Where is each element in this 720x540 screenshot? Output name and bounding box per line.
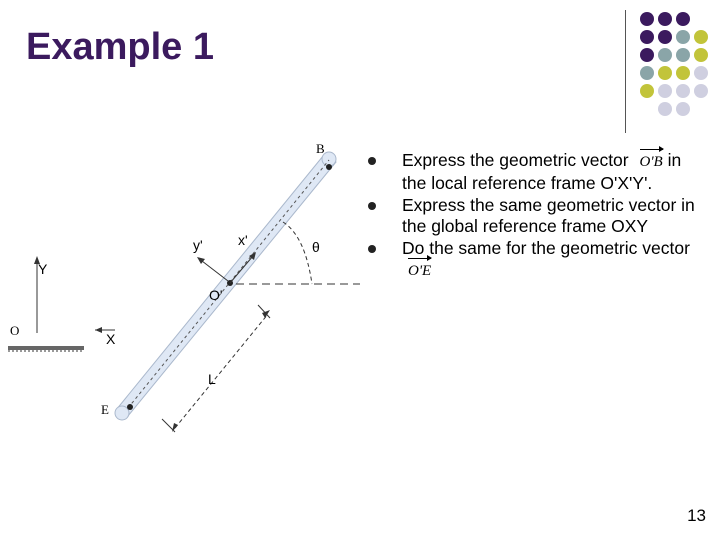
decor-dot: [676, 48, 690, 62]
bullet-text: Express the geometric vector: [402, 150, 629, 170]
vector-arrow-icon: [408, 258, 431, 259]
decor-dot: [694, 48, 708, 62]
page-number: 13: [687, 506, 706, 525]
decor-dot: [640, 12, 654, 26]
label-theta: θ: [312, 239, 320, 255]
vector-label: O'B: [639, 154, 663, 170]
bullet-text-continued: in the local reference frame O'X'Y'.: [402, 150, 682, 193]
label-o-global: O: [10, 323, 20, 338]
slide-title: Example 1: [26, 26, 214, 68]
decor-dot: [640, 48, 654, 62]
decor-dot: [658, 84, 672, 98]
label-length: L: [208, 371, 216, 387]
decor-dot: [676, 12, 690, 26]
global-x-arrowhead: [95, 327, 102, 333]
point-e-marker: [127, 404, 133, 410]
label-x-global: X: [106, 331, 116, 347]
local-y-axis: [202, 261, 228, 281]
bullet-text: Express the same geometric vector in the global reference frame OXY: [402, 195, 695, 236]
decor-dot: [658, 48, 672, 62]
bullet-marker: [368, 202, 376, 210]
decor-dot: [694, 66, 708, 80]
decorative-divider: [625, 10, 626, 133]
link-body: [116, 156, 336, 416]
bullet-item: [368, 195, 698, 236]
decor-dot: [658, 30, 672, 44]
length-arrowhead-lower: [172, 423, 178, 432]
vector-arrow-icon: [640, 149, 663, 150]
theta-arc: [283, 222, 312, 284]
vector-label: O'E: [408, 262, 432, 279]
decor-dot: [676, 102, 690, 116]
bullet-list: [368, 150, 698, 283]
decor-dot: [694, 84, 708, 98]
label-b: B: [316, 141, 325, 156]
decor-dot: [658, 12, 672, 26]
link-end-e-cap: [115, 406, 129, 420]
decor-dot: [676, 66, 690, 80]
decor-dot: [676, 84, 690, 98]
robot-link-diagram: [0, 130, 360, 450]
bullet-marker: [368, 245, 376, 253]
label-y-global: Y: [38, 261, 48, 277]
vector-o-prime-e: [408, 261, 431, 282]
label-o-prime: O': [209, 287, 223, 303]
decor-dot: [658, 102, 672, 116]
decor-dot: [694, 30, 708, 44]
bullet-item: [368, 150, 698, 193]
robot-link: [115, 152, 336, 420]
label-x-prime: x': [238, 232, 248, 248]
decor-dot: [640, 66, 654, 80]
decor-dot: [640, 30, 654, 44]
label-y-prime: y': [193, 237, 203, 253]
decor-dot: [658, 66, 672, 80]
decor-dot: [676, 30, 690, 44]
vector-o-prime-b: [640, 152, 663, 173]
length-tick-lower: [162, 419, 175, 432]
bullet-text: Do the same for the geometric vector: [402, 238, 690, 258]
label-e: E: [101, 402, 109, 417]
point-b-marker: [326, 164, 332, 170]
decor-dot: [640, 84, 654, 98]
bullet-marker: [368, 157, 376, 165]
bullet-item: [368, 238, 698, 281]
